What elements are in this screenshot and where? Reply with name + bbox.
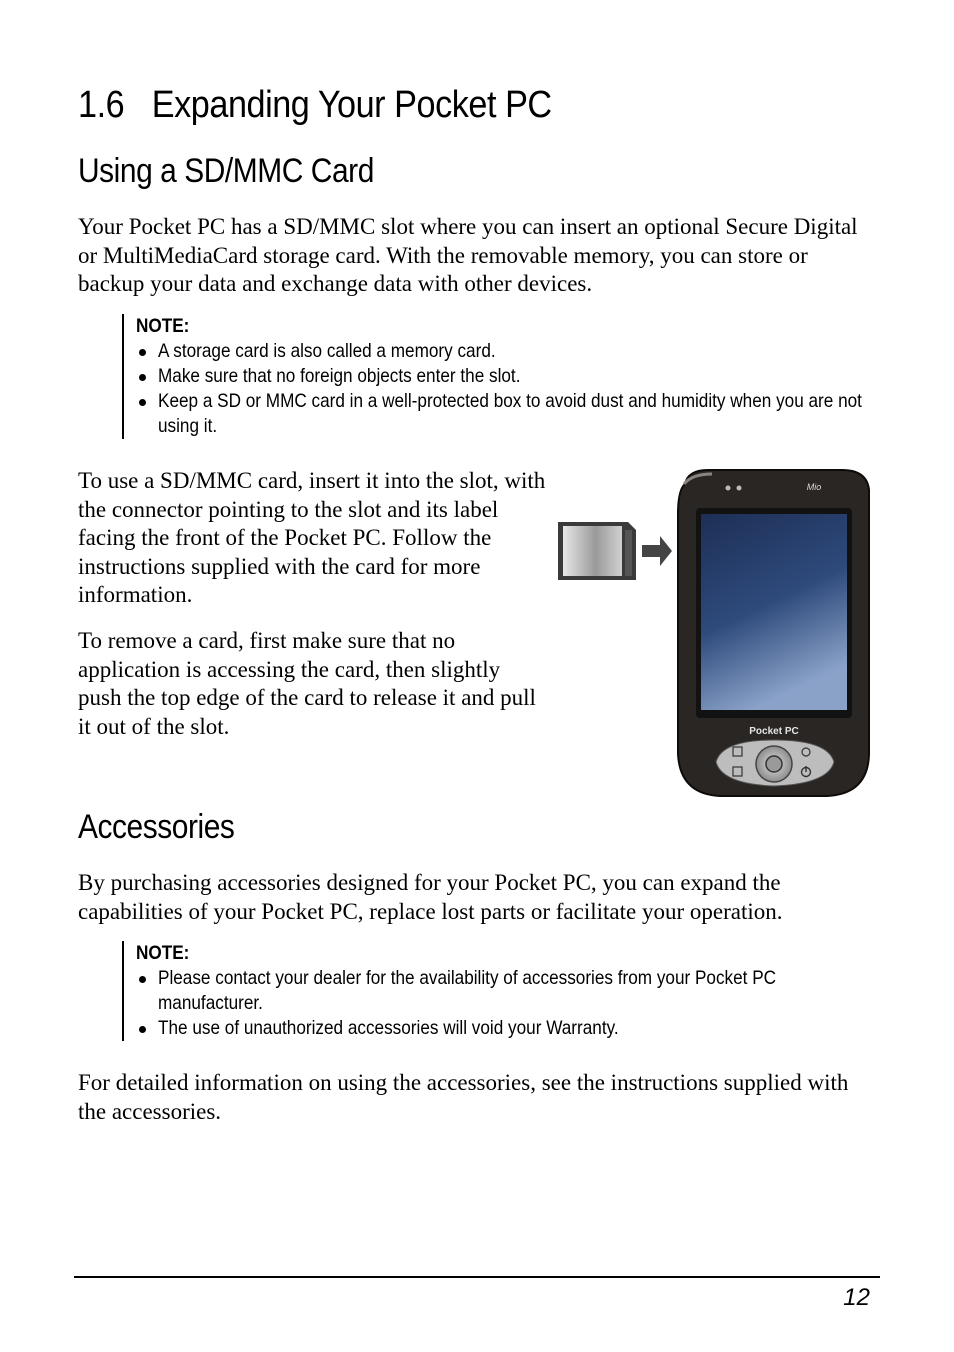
section-number: 1.6 bbox=[78, 84, 125, 126]
sd-card-note bbox=[122, 314, 878, 439]
pocket-pc-illustration bbox=[552, 462, 874, 800]
insert-arrow-icon bbox=[642, 536, 672, 566]
note-item-text: A storage card is also called a memory card. bbox=[158, 340, 496, 362]
note-title: NOTE: bbox=[136, 942, 190, 964]
pocket-pc-device bbox=[678, 470, 869, 796]
accessories-intro: By purchasing accessories designed for your Pocket PC, you can expand the capabilities of your Pocket PC, replace lost parts or facilitate your operation. bbox=[78, 870, 783, 924]
note-item bbox=[136, 339, 878, 364]
sd-card-intro: Your Pocket PC has a SD/MMC slot where you can insert an optional Secure Digital or MultiMediaCard storage card. With the removable memory, you can store or backup your data and exchange data with other devices. bbox=[78, 214, 858, 297]
sd-card-insert-text: To use a SD/MMC card, insert it into the slot, with the connector pointing to the slot and its label facing the front of the Pocket PC. Follow the instructions supplied with the card for more information. bbox=[78, 468, 546, 608]
section-title bbox=[78, 84, 552, 127]
footer-rule bbox=[74, 1276, 880, 1278]
note-item-text: The use of unauthorized accessories will void your Warranty. bbox=[158, 1017, 619, 1039]
note-item bbox=[136, 966, 878, 1016]
sd-card-remove-text: To remove a card, first make sure that no application is accessing the card, then slightly push the top edge of the card to release it and pull it out of the slot. bbox=[78, 628, 536, 739]
sd-card-heading: Using a SD/MMC Card bbox=[78, 152, 374, 190]
page-number: 12 bbox=[843, 1284, 870, 1311]
accessories-note bbox=[122, 941, 878, 1041]
note-item bbox=[136, 389, 878, 439]
note-item bbox=[136, 1016, 878, 1041]
note-list bbox=[136, 339, 878, 439]
note-item-text: Please contact your dealer for the availability of accessories from your Pocket PC manufacturer. bbox=[158, 967, 777, 1014]
accessories-heading: Accessories bbox=[78, 808, 235, 846]
note-item-text: Make sure that no foreign objects enter the slot. bbox=[158, 365, 521, 387]
note-list bbox=[136, 966, 878, 1041]
accessories-details: For detailed information on using the accessories, see the instructions supplied with the accessories. bbox=[78, 1070, 849, 1124]
section-title-text: Expanding Your Pocket PC bbox=[151, 84, 552, 126]
note-title: NOTE: bbox=[136, 315, 190, 337]
sd-card-icon bbox=[558, 522, 636, 580]
device-label: Pocket PC bbox=[749, 726, 799, 737]
note-item-text: Keep a SD or MMC card in a well-protected box to avoid dust and humidity when you are not using it. bbox=[158, 390, 862, 437]
brand-logo: Mio bbox=[806, 482, 822, 492]
note-item bbox=[136, 364, 878, 389]
